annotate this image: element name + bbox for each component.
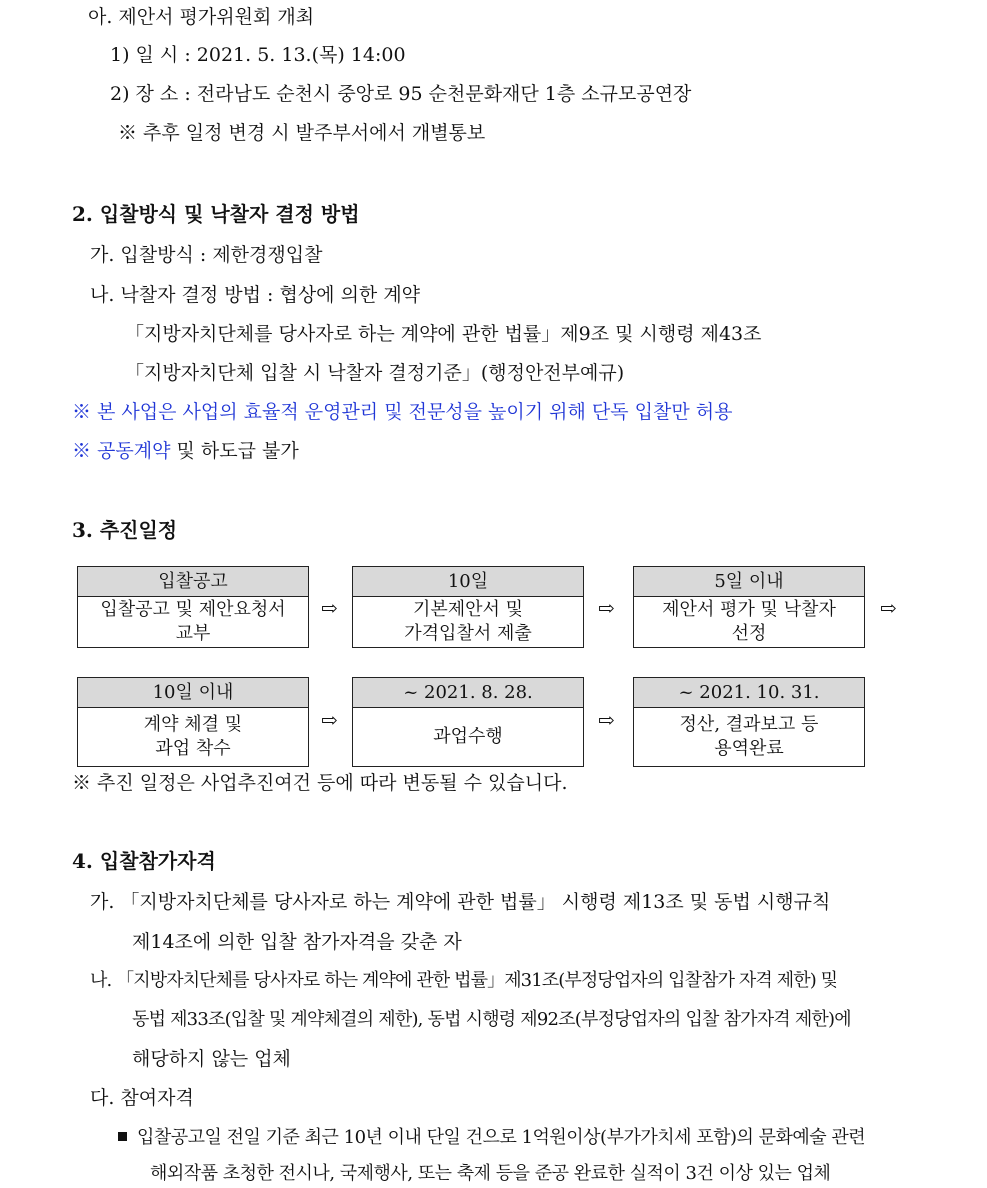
item-a-evaluation-committee: 아. 제안서 평가위원회 개최	[88, 6, 315, 28]
qualification-a-line1: 가. 「지방자치단체를 당사자로 하는 계약에 관한 법률」 시행령 제13조 및 동법 시행규칙	[90, 891, 831, 913]
qualification-b-line2: 동법 제33조(입찰 및 계약체결의 제한), 동법 시행령 제92조(부정당업자의 입찰 참가자격 제한)에	[132, 1009, 851, 1030]
qualification-b-line3: 해당하지 않는 업체	[132, 1048, 291, 1070]
requirement-line2: 해외작품 초청한 전시나, 국제행사, 또는 축제 등을 준공 완료한 실적이 3건 이상 있는 업체	[150, 1163, 831, 1184]
requirement-bullet	[118, 1124, 865, 1152]
step-desc-line1: 계약 체결 및	[143, 714, 243, 735]
step-desc-line1: 기본제안서 및	[412, 599, 524, 620]
participation-requirements: 다. 참여자격	[90, 1087, 194, 1109]
bullet-square-icon	[118, 1132, 127, 1141]
schedule-step-4	[77, 677, 309, 767]
step-desc-line1: 정산, 결과보고 등	[679, 714, 819, 735]
step-desc-line2: 과업 착수	[155, 738, 231, 759]
subcontract-text: 및 하도급 불가	[170, 440, 299, 462]
step-desc-line2: 가격입찰서 제출	[404, 623, 532, 644]
step-desc-line1: 입찰공고 및 제안요청서	[100, 599, 286, 620]
schedule-step-1	[77, 566, 309, 648]
section4-heading: 4. 입찰참가자격	[72, 849, 216, 873]
step-period: 5일 이내	[634, 567, 864, 597]
winner-decision-method: 나. 낙찰자 결정 방법 : 협상에 의한 계약	[90, 284, 421, 306]
requirement-line1: 입찰공고일 전일 기준 최근 10년 이내 단일 건으로 1억원이상(부가가치세 포함)의 문화예술 관련	[137, 1127, 866, 1148]
step-period: ~ 2021. 10. 31.	[634, 678, 864, 708]
note-mark: ※	[72, 440, 98, 462]
qualification-a-line2: 제14조에 의한 입찰 참가자격을 갖춘 자	[132, 931, 462, 953]
step-period: 10일	[353, 567, 583, 597]
joint-contract-term: 공동계약	[97, 440, 171, 462]
step-period: ~ 2021. 8. 28.	[353, 678, 583, 708]
law-reference-1: 「지방자치단체를 당사자로 하는 계약에 관한 법률」제9조 및 시행령 제43조	[125, 323, 762, 345]
meeting-place-line: 2) 장 소 : 전라남도 순천시 중앙로 95 순천문화재단 1층 소규모공연장	[110, 83, 692, 105]
schedule-change-note: ※ 추진 일정은 사업추진여건 등에 따라 변동될 수 있습니다.	[72, 772, 568, 794]
step-period: 10일 이내	[78, 678, 308, 708]
law-reference-2: 「지방자치단체 입찰 시 낙찰자 결정기준」(행정안전부예규)	[125, 362, 625, 384]
joint-contract-note	[72, 437, 299, 465]
schedule-step-2	[352, 566, 584, 648]
step-desc-line2: 선정	[731, 623, 767, 644]
step-desc-line2: 용역완료	[714, 738, 784, 759]
bidding-method: 가. 입찰방식 : 제한경쟁입찰	[90, 244, 323, 266]
schedule-change-note: ※ 추후 일정 변경 시 발주부서에서 개별통보	[118, 122, 486, 144]
right-arrow-icon: ⇨	[321, 708, 338, 732]
meeting-date-line: 1) 일 시 : 2021. 5. 13.(목) 14:00	[110, 44, 406, 66]
right-arrow-icon: ⇨	[880, 596, 897, 620]
single-bid-note: ※ 본 사업은 사업의 효율적 운영관리 및 전문성을 높이기 위해 단독 입찰만 허용	[72, 401, 733, 423]
qualification-b-line1: 나. 「지방자치단체를 당사자로 하는 계약에 관한 법률」제31조(부정당업자의 입찰참가 자격 제한) 및	[90, 970, 838, 991]
step-period: 입찰공고	[78, 567, 308, 597]
step-desc-line2: 교부	[175, 623, 211, 644]
section3-heading: 3. 추진일정	[72, 518, 178, 542]
right-arrow-icon: ⇨	[598, 708, 615, 732]
schedule-step-5	[352, 677, 584, 767]
schedule-step-3	[633, 566, 865, 648]
schedule-step-6	[633, 677, 865, 767]
step-desc-line1: 과업수행	[433, 726, 503, 747]
section2-heading: 2. 입찰방식 및 낙찰자 결정 방법	[72, 202, 360, 226]
step-desc-line1: 제안서 평가 및 낙찰자	[662, 599, 836, 620]
right-arrow-icon: ⇨	[598, 596, 615, 620]
right-arrow-icon: ⇨	[321, 596, 338, 620]
